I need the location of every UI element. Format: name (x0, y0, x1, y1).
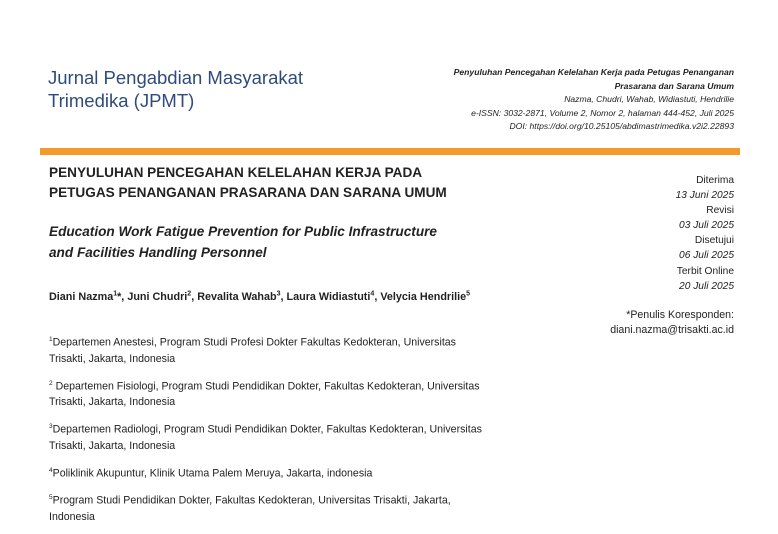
affiliation: $^5$Program Studi Pendidikan Dokter, Fakultas Kedokteran, Universitas Trisakti, Jakarta, Indonesia (49, 494, 451, 523)
author: Juni Chudri$^2$, (127, 290, 198, 303)
revised-label: Revisi (706, 205, 734, 217)
running-title-line1: Penyuluhan Pencegahan Kelelahan Kerja pada Petugas Penanganan (453, 67, 734, 77)
accent-bar (40, 148, 740, 155)
journal-name (48, 66, 368, 112)
accepted-label: Disetujui (694, 235, 734, 247)
author: Laura Widiastuti$^4$, (286, 290, 381, 303)
affiliation: $^4$Poliklinik Akupuntur, Klinik Utama Palem Meruya, Jakarta, indonesia (49, 466, 373, 480)
affiliation: $^3$Departemen Radiologi, Program Studi Pendidikan Dokter, Fakultas Kedokteran, Universitas Trisakti, Jakarta, Indonesia (49, 423, 482, 452)
journal-name-line1: Jurnal Pengabdian Masyarakat (48, 67, 304, 88)
affiliation: $^1$Departemen Anestesi, Program Studi Profesi Dokter Fakultas Kedokteran, Universitas Trisakti, Jakarta, Indonesia (49, 336, 456, 365)
received-date: 13 Juni 2025 (675, 190, 734, 202)
affiliation-list (49, 332, 549, 534)
running-authors: Nazma, Chudri, Wahab, Widiastuti, Hendrilie (564, 94, 734, 105)
affiliation: $^2$ Departemen Fisiologi, Program Studi Pendidikan Dokter, Fakultas Kedokteran, Universitas Trisakti, Jakarta, Indonesia (49, 379, 480, 409)
article-title-indonesian (49, 163, 609, 203)
correspondence-email[interactable]: diani.nazma@trisakti.ac.id (610, 324, 734, 336)
author: Diani Nazma$^1$*, (49, 290, 128, 303)
title-id-line1: PENYULUHAN PENCEGAHAN KELELAHAN KERJA PADA (49, 165, 423, 180)
author-list (49, 290, 589, 303)
accepted-date: 06 Juli 2025 (679, 250, 734, 262)
running-title-line2: Prasarana dan Sarana Umum (614, 80, 734, 91)
title-en-line1: Education Work Fatigue Prevention for Public Infrastructure (49, 224, 437, 239)
correspondence-label: *Penulis Koresponden: (626, 309, 734, 321)
title-en-line2: and Facilities Handling Personnel (49, 245, 267, 260)
running-header (354, 66, 734, 134)
article-title-english (49, 221, 549, 263)
published-date: 20 Juli 2025 (679, 280, 734, 292)
received-label: Diterima (696, 175, 734, 186)
article-dates (594, 173, 734, 294)
revised-date: 03 Juli 2025 (679, 220, 734, 232)
title-id-line2: PETUGAS PENANGANAN PRASARANA DAN SARANA UMUM (49, 185, 447, 200)
author: Revalita Wahab$^3$, (197, 290, 287, 303)
corresponding-author (534, 308, 734, 338)
doi-link[interactable]: DOI: https://doi.org/10.25105/abdimastrimedika.v2i2.22893 (509, 121, 734, 132)
journal-name-line2: Trimedika (JPMT) (48, 90, 195, 111)
author: Velycia Hendrilie$^5$ (380, 290, 471, 303)
issn-info: e-ISSN: 3032-2871, Volume 2, Nomor 2, halaman 444-452, Juli 2025 (471, 107, 734, 118)
published-label: Terbit Online (676, 265, 734, 277)
